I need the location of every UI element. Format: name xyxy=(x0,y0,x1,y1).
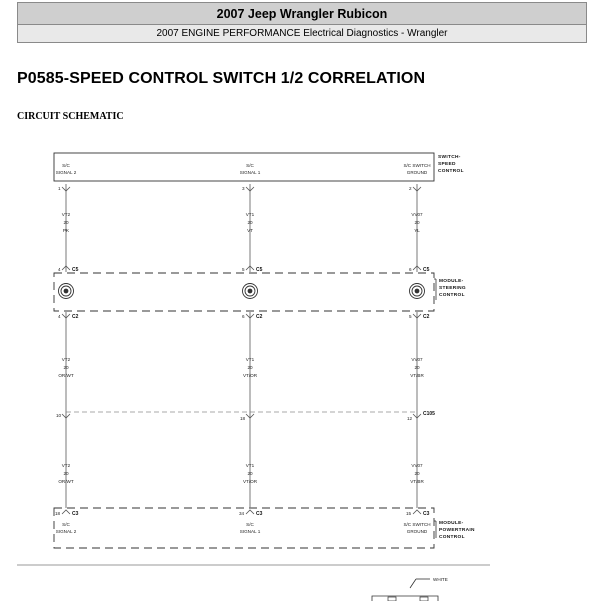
svg-text:VT1: VT1 xyxy=(245,357,255,362)
svg-text:15: 15 xyxy=(406,511,412,516)
svg-text:C2: C2 xyxy=(423,314,430,320)
svg-text:C2: C2 xyxy=(256,314,263,320)
svg-text:VV07: VV07 xyxy=(411,463,423,468)
svg-text:CONTROL: CONTROL xyxy=(439,293,465,298)
svg-text:VT2: VT2 xyxy=(61,357,71,362)
svg-text:VT/BR: VT/BR xyxy=(410,373,424,378)
svg-text:20: 20 xyxy=(247,220,253,225)
svg-text:S/C: S/C xyxy=(246,522,254,527)
svg-text:20: 20 xyxy=(414,220,420,225)
svg-text:VT/BR: VT/BR xyxy=(410,479,424,484)
svg-text:C5: C5 xyxy=(256,267,263,273)
svg-text:20: 20 xyxy=(247,365,253,370)
steering-control-module-box xyxy=(54,273,434,311)
speed-control-switch-box xyxy=(54,153,434,181)
svg-text:MODULE-: MODULE- xyxy=(439,279,464,284)
svg-text:S/C SWITCH: S/C SWITCH xyxy=(403,163,431,168)
svg-text:5: 5 xyxy=(242,267,245,272)
svg-text:6: 6 xyxy=(409,267,412,272)
svg-text:OR/WT: OR/WT xyxy=(58,479,74,484)
circuit-column-switch-ground xyxy=(403,163,430,534)
svg-text:POWERTRAIN: POWERTRAIN xyxy=(439,528,475,533)
svg-text:SIGNAL 1: SIGNAL 1 xyxy=(239,529,261,534)
svg-text:VT: VT xyxy=(247,228,253,233)
c105-label: C105 xyxy=(423,411,435,417)
svg-text:S/C: S/C xyxy=(62,163,70,168)
svg-text:SPEED: SPEED xyxy=(438,162,456,167)
svg-text:PK: PK xyxy=(62,228,70,233)
svg-text:VV07: VV07 xyxy=(411,212,423,217)
svg-text:34: 34 xyxy=(239,511,245,516)
svg-text:6: 6 xyxy=(242,314,245,319)
document-subtitle: 2007 ENGINE PERFORMANCE Electrical Diagnostics - Wrangler xyxy=(18,25,587,43)
steering-module-label xyxy=(434,278,466,300)
switch-module-label xyxy=(438,154,464,174)
svg-text:VT2: VT2 xyxy=(61,463,71,468)
svg-text:S/C: S/C xyxy=(62,522,70,527)
svg-text:VT2: VT2 xyxy=(61,212,71,217)
svg-text:5: 5 xyxy=(409,314,412,319)
svg-text:S/C SWITCH: S/C SWITCH xyxy=(403,522,431,527)
svg-text:C5: C5 xyxy=(423,267,430,273)
svg-text:20: 20 xyxy=(247,471,253,476)
svg-text:VT1: VT1 xyxy=(245,212,255,217)
svg-text:18: 18 xyxy=(240,416,246,421)
svg-text:GROUND: GROUND xyxy=(406,529,428,534)
powertrain-module-label xyxy=(434,520,475,540)
svg-text:10: 10 xyxy=(56,413,62,418)
svg-text:20: 20 xyxy=(414,471,420,476)
svg-text:GROUND: GROUND xyxy=(406,170,428,175)
vehicle-title: 2007 Jeep Wrangler Rubicon xyxy=(18,3,587,25)
circuit-column-signal-2 xyxy=(55,163,79,534)
svg-text:SWITCH-: SWITCH- xyxy=(438,155,461,160)
svg-text:SIGNAL 1: SIGNAL 1 xyxy=(239,170,261,175)
svg-text:20: 20 xyxy=(63,471,69,476)
circuit-column-signal-1 xyxy=(239,163,263,534)
section-title: CIRCUIT SCHEMATIC xyxy=(17,111,124,122)
svg-text:SIGNAL 2: SIGNAL 2 xyxy=(55,170,77,175)
svg-text:12: 12 xyxy=(407,416,413,421)
svg-text:OR/WT: OR/WT xyxy=(58,373,74,378)
svg-text:20: 20 xyxy=(414,365,420,370)
svg-text:S/C: S/C xyxy=(246,163,254,168)
svg-text:CONTROL: CONTROL xyxy=(438,169,464,174)
svg-text:YL: YL xyxy=(414,228,420,233)
svg-text:VV07: VV07 xyxy=(411,357,423,362)
svg-text:C3: C3 xyxy=(256,511,263,517)
svg-text:VT/OR: VT/OR xyxy=(242,373,258,378)
svg-text:CONTROL: CONTROL xyxy=(439,535,465,540)
svg-text:1: 1 xyxy=(58,186,61,191)
svg-text:4: 4 xyxy=(58,314,61,319)
svg-text:2: 2 xyxy=(409,186,412,191)
page-title: P0585-SPEED CONTROL SWITCH 1/2 CORRELATION xyxy=(17,70,426,87)
svg-text:VT1: VT1 xyxy=(245,463,255,468)
svg-text:18: 18 xyxy=(55,511,61,516)
svg-text:C3: C3 xyxy=(423,511,430,517)
connector-color-label: WHITE xyxy=(433,577,448,582)
svg-text:MODULE-: MODULE- xyxy=(439,521,464,526)
svg-text:3: 3 xyxy=(242,186,245,191)
svg-text:STEERING: STEERING xyxy=(439,286,466,291)
svg-text:SIGNAL 2: SIGNAL 2 xyxy=(55,529,77,534)
svg-text:C5: C5 xyxy=(72,267,79,273)
svg-text:C2: C2 xyxy=(72,314,79,320)
svg-text:4: 4 xyxy=(58,267,61,272)
svg-text:20: 20 xyxy=(63,220,69,225)
svg-text:20: 20 xyxy=(63,365,69,370)
svg-text:VT/OR: VT/OR xyxy=(242,479,258,484)
svg-text:C3: C3 xyxy=(72,511,79,517)
connector-view-partial xyxy=(372,577,448,601)
